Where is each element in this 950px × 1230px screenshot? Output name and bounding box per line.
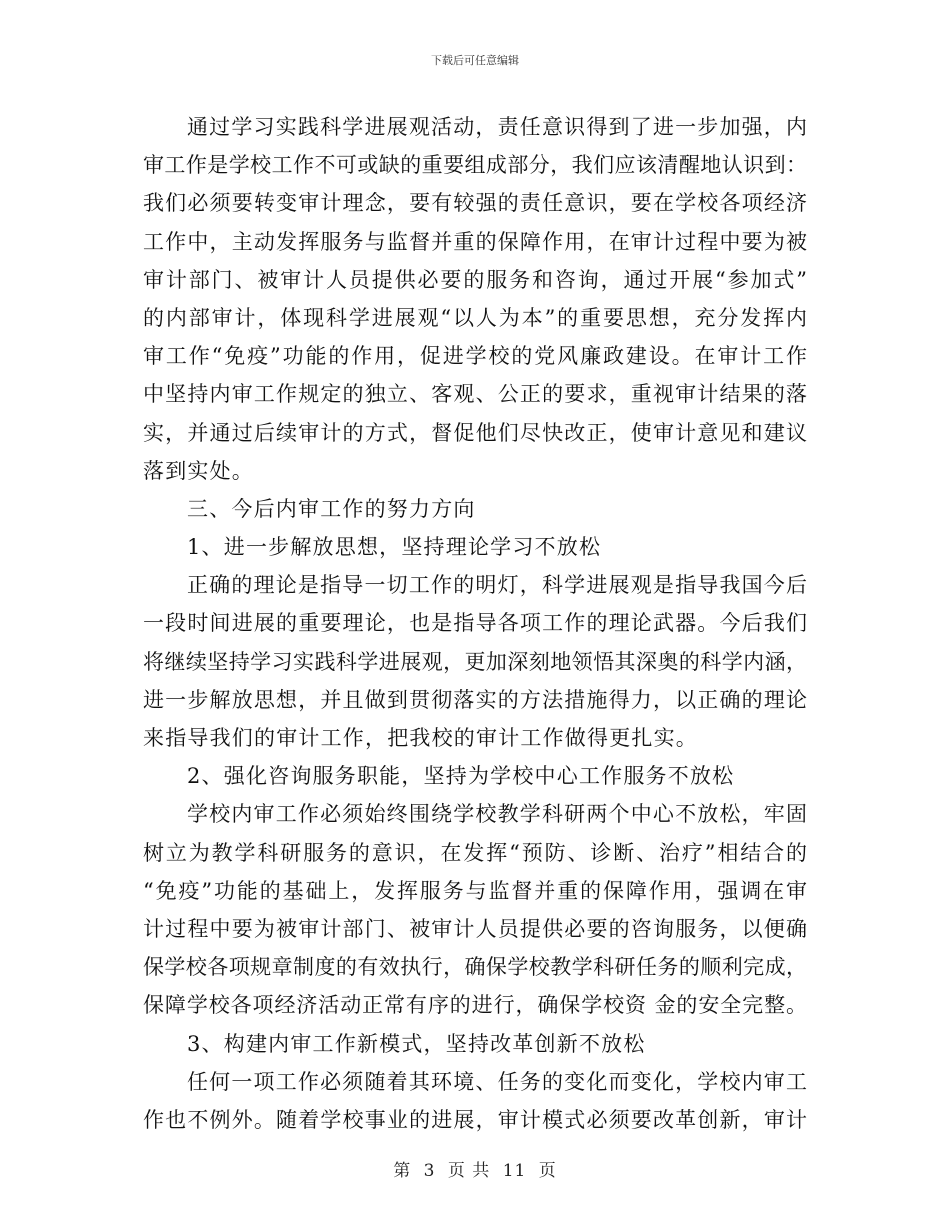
text-line: 落到实处。 (143, 458, 254, 483)
text-line: 正确的理论是指导一切工作的明灯，科学进展观是指导我国今后 (187, 573, 807, 598)
text-line: 工作中，主动发挥服务与监督并重的保障作用，在审计过程中要为被 (143, 229, 807, 254)
text-line: 来指导我们的审计工作，把我校的审计工作做得更扎实。 (143, 726, 698, 750)
text-line: 作也不例外。随着学校事业的进展，审计模式必须要改革创新，审计 (143, 1107, 807, 1132)
text-line: 树立为教学科研服务的意识，在发挥“预防、诊断、治疗”相结合的 (143, 840, 807, 865)
page-footer (0, 1156, 950, 1181)
footer-suffix: 页 (538, 1161, 557, 1181)
text-line: 一段时间进展的重要理论，也是指导各项工作的理论武器。今后我们 (143, 611, 807, 636)
text-line: 中坚持内审工作规定的独立、客观、公正的要求，重视审计结果的落 (143, 382, 807, 407)
text-line: 实，并通过后续审计的方式，督促他们尽快改正，使审计意见和建议 (143, 420, 807, 445)
section-heading: 三、今后内审工作的努力方向 (187, 496, 476, 521)
text-line: 审工作“免疫”功能的作用，促进学校的党风廉政建设。在审计工作 (143, 344, 807, 369)
text-line: 任何一项工作必须随着其环境、任务的变化而变化，学校内审工 (187, 1069, 807, 1094)
footer-middle: 页 共 (447, 1161, 491, 1181)
subsection-heading: 2、强化咨询服务职能，坚持为学校中心工作服务不放松 (187, 764, 735, 789)
text-line: 审工作是学校工作不可或缺的重要组成部分，我们应该清醒地认识到： (143, 153, 807, 178)
text-line: 通过学习实践科学进展观活动，责任意识得到了进一步加强，内 (187, 115, 807, 139)
subsection-heading: 3、构建内审工作新模式，坚持改革创新不放松 (187, 1031, 646, 1056)
document-body (143, 108, 807, 1139)
text-line: 将继续坚持学习实践科学进展观，更加深刻地领悟其深奥的科学内涵， (143, 649, 807, 674)
text-line: 计过程中要为被审计部门、被审计人员提供必要的咨询服务，以便确 (143, 916, 807, 941)
footer-prefix: 第 (393, 1161, 412, 1181)
text-line: “免疫”功能的基础上，发挥服务与监督并重的保障作用，强调在审 (143, 878, 807, 903)
total-page-count: 11 (502, 1161, 527, 1181)
text-line: 我们必须要转变审计理念，要有较强的责任意识，要在学校各项经济 (143, 191, 807, 216)
page-header-note: 下载后可任意编辑 (431, 54, 519, 67)
current-page-number: 3 (423, 1161, 436, 1181)
text-line: 的内部审计，体现科学进展观“以人为本”的重要思想，充分发挥内 (143, 305, 807, 330)
text-line: 学校内审工作必须始终围绕学校教学科研两个中心不放松，牢固 (187, 802, 807, 827)
text-line: 进一步解放思想，并且做到贯彻落实的方法措施得力，以正确的理论 (143, 687, 807, 712)
text-line: 保障学校各项经济活动正常有序的进行，确保学校资 金的安全完整。 (143, 993, 807, 1018)
subsection-heading: 1、进一步解放思想，坚持理论学习不放松 (187, 535, 602, 560)
text-line: 保学校各项规章制度的有效执行，确保学校教学科研任务的顺利完成， (143, 955, 807, 980)
text-line: 审计部门、被审计人员提供必要的服务和咨询，通过开展“参加式” (143, 267, 807, 292)
